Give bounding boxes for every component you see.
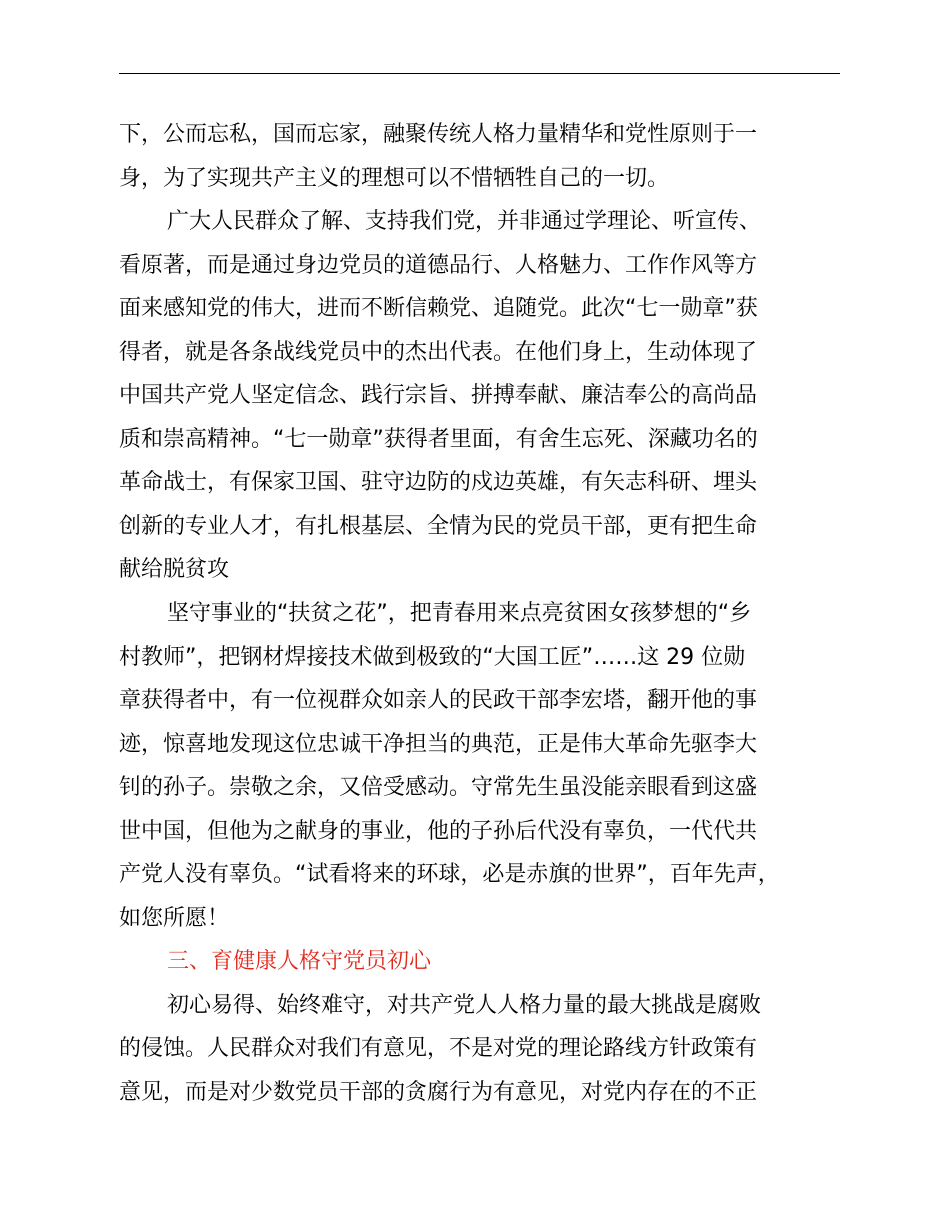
text-line: 得者，就是各条战线党员中的杰出代表。在他们身上，生动体现了 (119, 339, 758, 365)
text-line: 看原著，而是通过身边党员的道德品行、人格魅力、工作作风等方 (119, 252, 758, 278)
text-line: 献给脱贫攻 (119, 557, 230, 583)
section-heading: 三、育健康人格守党员初心 (167, 949, 432, 975)
text-line: 身，为了实现共产主义的理想可以不惜牺牲自己的一切。 (119, 165, 670, 191)
paragraph-start-line: 广大人民群众了解、支持我们党，并非通过学理论、听宣传、 (167, 209, 762, 235)
text-line: 的侵蚀。人民群众对我们有意见，不是对党的理论路线方针政策有 (119, 1036, 758, 1062)
text-line: 章获得者中，有一位视群众如亲人的民政干部李宏塔，翻开他的事 (119, 688, 758, 714)
text-line: 村教师”，把钢材焊接技术做到极致的“大国工匠”……这 29 位勋 (119, 644, 746, 670)
text-line: 意见，而是对少数党员干部的贪腐行为有意见，对党内存在的不正 (119, 1080, 758, 1106)
text-line: 如您所愿！ (119, 905, 230, 931)
text-line: 下，公而忘私，国而忘家，融聚传统人格力量精华和党性原则于一 (119, 122, 758, 147)
header-rule (119, 73, 840, 74)
text-line: 面来感知党的伟大，进而不断信赖党、追随党。此次“七一勋章”获 (119, 296, 758, 322)
text-line: 世中国，但他为之献身的事业，他的子孙后代没有辜负，一代代共 (119, 818, 758, 844)
paragraph-start-line: 坚守事业的“扶贫之花”，把青春用来点亮贫困女孩梦想的“乡 (167, 601, 752, 627)
text-line: 创新的专业人才，有扎根基层、全情为民的党员干部，更有把生命 (119, 513, 758, 539)
document-body (119, 113, 859, 1115)
text-line: 迹，惊喜地发现这位忠诚干净担当的典范，正是伟大革命先驱李大 (119, 731, 758, 757)
text-line: 革命战士，有保家卫国、驻守边防的戍边英雄，有矢志科研、埋头 (119, 470, 758, 496)
text-line: 质和崇高精神。“七一勋章”获得者里面，有舍生忘死、深藏功名的 (119, 426, 758, 452)
text-line: 产党人没有辜负。“试看将来的环球，必是赤旗的世界”，百年先声， (119, 862, 780, 888)
text-line: 钊的孙子。崇敬之余，又倍受感动。守常先生虽没能亲眼看到这盛 (119, 775, 758, 801)
paragraph-start-line: 初心易得、始终难守，对共产党人人格力量的最大挑战是腐败 (167, 992, 762, 1018)
text-line: 中国共产党人坚定信念、践行宗旨、拼搏奉献、廉洁奉公的高尚品 (119, 383, 758, 409)
